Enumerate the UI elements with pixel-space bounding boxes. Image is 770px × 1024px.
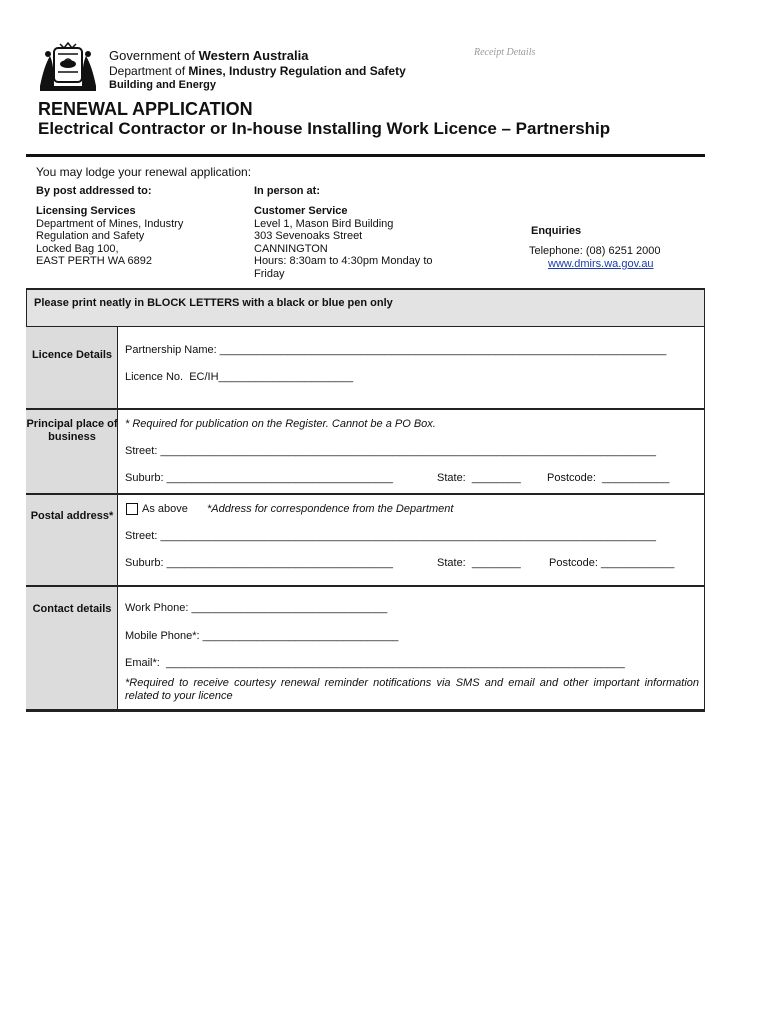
- address-line: Locked Bag 100,: [36, 242, 119, 255]
- title-divider: [26, 154, 705, 157]
- as-above-checkbox[interactable]: [126, 503, 138, 515]
- contact-details-label: Contact details: [32, 603, 112, 615]
- postal-suburb-field[interactable]: Suburb: _____________________________________: [125, 557, 393, 569]
- licence-details-label: Licence Details: [31, 349, 113, 361]
- enquiries-telephone: Telephone: (08) 6251 2000: [529, 245, 661, 257]
- in-person-heading: In person at:: [254, 185, 321, 197]
- postal-address-note: *Address for correspondence from the Department: [207, 503, 454, 515]
- as-above-label: As above: [142, 503, 188, 515]
- enquiries-heading: Enquiries: [531, 225, 582, 237]
- email-field[interactable]: Email*: ___________________________________________________________________________: [125, 657, 625, 669]
- postal-postcode-field[interactable]: Postcode: ____________: [549, 557, 675, 569]
- mobile-phone-field[interactable]: Mobile Phone*: ________________________________: [125, 630, 399, 642]
- in-person-address: [254, 205, 464, 280]
- partnership-name-field[interactable]: Partnership Name: _________________________________________________________________________: [125, 344, 667, 356]
- principal-place-label: Principal place of business: [26, 418, 118, 443]
- address-line: Hours: 8:30am to 4:30pm Monday to: [254, 255, 433, 267]
- principal-place-note: * Required for publication on the Register. Cannot be a PO Box.: [125, 418, 436, 430]
- contact-details-note: *Required to receive courtesy renewal reminder notifications via SMS and email and other important information related to your licence: [125, 677, 699, 702]
- business-postcode-field[interactable]: Postcode: ___________: [547, 472, 670, 484]
- government-name: Government of Western Australia: [109, 48, 309, 63]
- business-state-field[interactable]: State: ________: [437, 472, 521, 484]
- address-line: Friday: [254, 267, 285, 280]
- address-line: 303 Sevenoaks Street: [254, 230, 363, 242]
- document-title: RENEWAL APPLICATION: [38, 99, 253, 119]
- customer-service-heading: Customer Service: [254, 205, 348, 217]
- section-divider: [26, 408, 705, 410]
- postal-state-field[interactable]: State: ________: [437, 557, 521, 569]
- postal-lodgement-address: [36, 205, 226, 268]
- address-line: EAST PERTH WA 6892: [36, 255, 152, 267]
- receipt-details-label: Receipt Details: [474, 47, 536, 58]
- address-line: Department of Mines, Industry: [36, 217, 184, 230]
- form-bottom-border: [26, 709, 705, 712]
- address-line: CANNINGTON: [254, 242, 328, 255]
- postal-address-label: Postal address*: [30, 510, 114, 522]
- department-name: Department of Mines, Industry Regulation and Safety: [109, 64, 406, 78]
- licence-details-label-cell: [26, 327, 118, 409]
- licence-number-field[interactable]: Licence No. EC/IH______________________: [125, 371, 354, 383]
- lodge-intro: You may lodge your renewal application:: [36, 165, 252, 179]
- work-phone-field[interactable]: Work Phone: ________________________________: [125, 602, 388, 614]
- enquiries-website-link[interactable]: www.dmirs.wa.gov.au: [548, 258, 654, 270]
- section-divider: [26, 585, 705, 587]
- document-subtitle: Electrical Contractor or In-house Installing Work Licence – Partnership: [38, 119, 611, 138]
- post-recipient: Licensing Services: [36, 205, 136, 217]
- business-suburb-field[interactable]: Suburb: _____________________________________: [125, 472, 393, 484]
- address-line: Level 1, Mason Bird Building: [254, 217, 394, 230]
- post-heading: By post addressed to:: [36, 185, 152, 197]
- postal-address-label-cell: [26, 494, 118, 586]
- business-street-field[interactable]: Street: _________________________________________________________________________________: [125, 445, 656, 457]
- division-name: Building and Energy: [109, 79, 216, 91]
- section-divider: [26, 493, 705, 495]
- coat-of-arms-logo: [36, 42, 100, 94]
- address-line: Regulation and Safety: [36, 230, 145, 242]
- postal-street-field[interactable]: Street: _________________________________________________________________________________: [125, 530, 656, 542]
- instructions-text: Please print neatly in BLOCK LETTERS with a black or blue pen only: [34, 297, 393, 309]
